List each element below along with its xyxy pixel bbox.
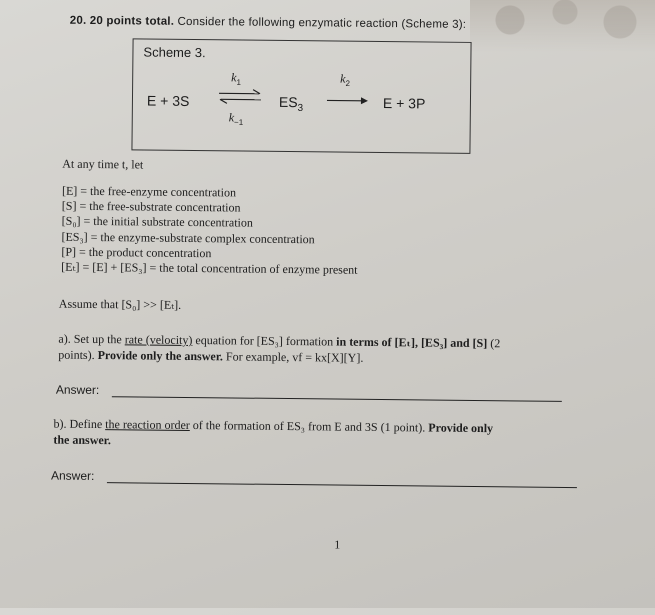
rate-constant-k-minus1: $k_{-1}$ <box>229 110 244 127</box>
part-a-line1: a). Set up the rate (velocity) equation for [ES₃] formation in terms of [Eₜ], [ES₃] and [S] (2 <box>58 332 500 352</box>
definition-free-substrate: [S] = the free-substrate concentration <box>62 199 241 216</box>
part-a-answer-line[interactable] <box>112 396 562 402</box>
definition-total-enzyme: [Eₜ] = [E] + [ES₃] = the total concentration of enzyme present <box>61 260 357 278</box>
definition-complex: [ES₃] = the enzyme-substrate complex concentration <box>61 230 314 248</box>
question-heading <box>70 15 467 31</box>
part-a-answer-label: Answer: <box>56 383 100 397</box>
rate-constant-k2: $k_2$ <box>340 72 350 88</box>
question-points: 20 points total. <box>90 15 174 28</box>
equilibrium-arrow-icon <box>217 88 263 104</box>
definitions-intro: At any time t, let <box>62 157 143 173</box>
definition-product: [P] = the product concentration <box>61 245 211 262</box>
reactants: E + 3S <box>147 93 190 109</box>
question-intro: Consider the following enzymatic reaction (Scheme 3): <box>177 16 466 31</box>
part-b-answer-line[interactable] <box>107 482 577 488</box>
part-b-line1: b). Define the reaction order of the formation of ES₃ from E and 3S (1 point). Provide only <box>53 417 493 437</box>
scheme-title: Scheme 3. <box>143 45 205 61</box>
scheme-box <box>131 38 471 154</box>
forward-arrow-icon <box>325 95 369 105</box>
products: E + 3P <box>383 95 426 111</box>
part-a-line2: points). Provide only the answer. For example, vf = kx[X][Y]. <box>58 348 363 366</box>
rate-constant-k1: $k_1$ <box>231 70 241 86</box>
definition-initial-substrate: [S₀] = the initial substrate concentration <box>62 214 253 231</box>
question-number: 20. <box>70 15 87 27</box>
complex: $ES_3$ <box>279 94 303 114</box>
part-b-answer-label: Answer: <box>51 469 95 483</box>
assumption: Assume that [S₀] >> [Eₜ]. <box>59 297 181 313</box>
page-number: 1 <box>334 538 340 553</box>
part-b-line2: the answer. <box>53 433 111 449</box>
definition-free-enzyme: [E] = the free-enzyme concentration <box>62 184 236 201</box>
